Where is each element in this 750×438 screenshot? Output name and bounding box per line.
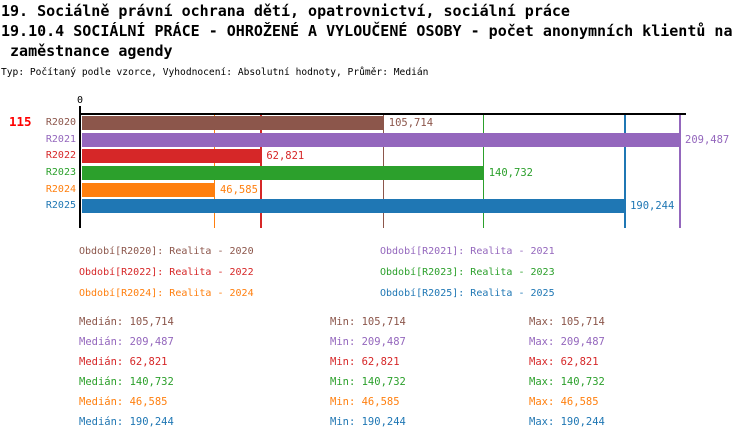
bar-value-label: 209,487	[685, 133, 730, 146]
legend-item: Období[R2024]: Realita - 2024	[79, 288, 254, 299]
y-axis-category-label: R2025	[45, 200, 76, 212]
bar-R2024	[82, 183, 215, 197]
bar-value-label: 46,585	[219, 183, 258, 196]
stat-max: Max: 46,585	[529, 396, 599, 408]
x-axis-zero-tick-label: 0	[76, 95, 84, 106]
report-title: 19. Sociálně právní ochrana dětí, opatrovnictví, sociální práce	[1, 2, 570, 20]
stat-median: Medián: 62,821	[79, 356, 168, 368]
y-axis-category-label: R2023	[45, 166, 76, 178]
stat-min: Min: 46,585	[330, 396, 400, 408]
bar-R2025	[82, 199, 625, 213]
y-axis-category-label: R2020	[45, 117, 76, 128]
legend-item: Období[R2023]: Realita - 2023	[380, 267, 555, 278]
indicator-number: 115	[9, 114, 32, 129]
stat-median: Medián: 46,585	[79, 396, 168, 408]
stat-min: Min: 62,821	[330, 356, 400, 368]
stat-max: Max: 140,732	[529, 376, 605, 388]
y-axis-category-label: R2024	[45, 183, 76, 195]
report-subtitle-line1: 19.10.4 SOCIÁLNÍ PRÁCE - OHROŽENÉ A VYLOUČENÉ OSOBY - počet anonymních klientů na	[1, 22, 733, 40]
y-axis-category-label: R2021	[45, 133, 76, 145]
y-axis-line	[79, 106, 81, 228]
legend-item: Období[R2021]: Realita - 2021	[380, 246, 555, 257]
stat-max: Max: 62,821	[529, 356, 599, 368]
legend-item: Období[R2022]: Realita - 2022	[79, 267, 254, 278]
bar-value-label: 62,821	[266, 150, 305, 163]
bar-R2023	[82, 166, 484, 180]
stat-min: Min: 140,732	[330, 376, 406, 388]
stat-max: Max: 209,487	[529, 336, 605, 348]
stat-max: Max: 190,244	[529, 416, 605, 428]
bar-value-label: 190,244	[630, 200, 675, 213]
bar-value-label: 140,732	[488, 166, 533, 179]
report-subtitle-line2: zaměstnance agendy	[1, 42, 173, 60]
stat-min: Min: 105,714	[330, 316, 406, 328]
legend-item: Období[R2020]: Realita - 2020	[79, 246, 254, 257]
bar-R2021	[82, 133, 680, 147]
stat-min: Min: 209,487	[330, 336, 406, 348]
bar-value-label: 105,714	[388, 117, 434, 129]
stat-min: Min: 190,244	[330, 416, 406, 428]
stat-max: Max: 105,714	[529, 316, 605, 328]
bar-R2022	[82, 149, 261, 163]
bar-R2020	[82, 116, 384, 130]
stat-median: Medián: 105,714	[79, 316, 174, 328]
legend-item: Období[R2025]: Realita - 2025	[380, 288, 555, 299]
y-axis-category-label: R2022	[45, 150, 76, 162]
report-meta-line: Typ: Počítaný podle vzorce, Vyhodnocení: Absolutní hodnoty, Průměr: Medián	[1, 67, 429, 78]
stat-median: Medián: 209,487	[79, 336, 174, 348]
stat-median: Medián: 140,732	[79, 376, 174, 388]
stat-median: Medián: 190,244	[79, 416, 174, 428]
